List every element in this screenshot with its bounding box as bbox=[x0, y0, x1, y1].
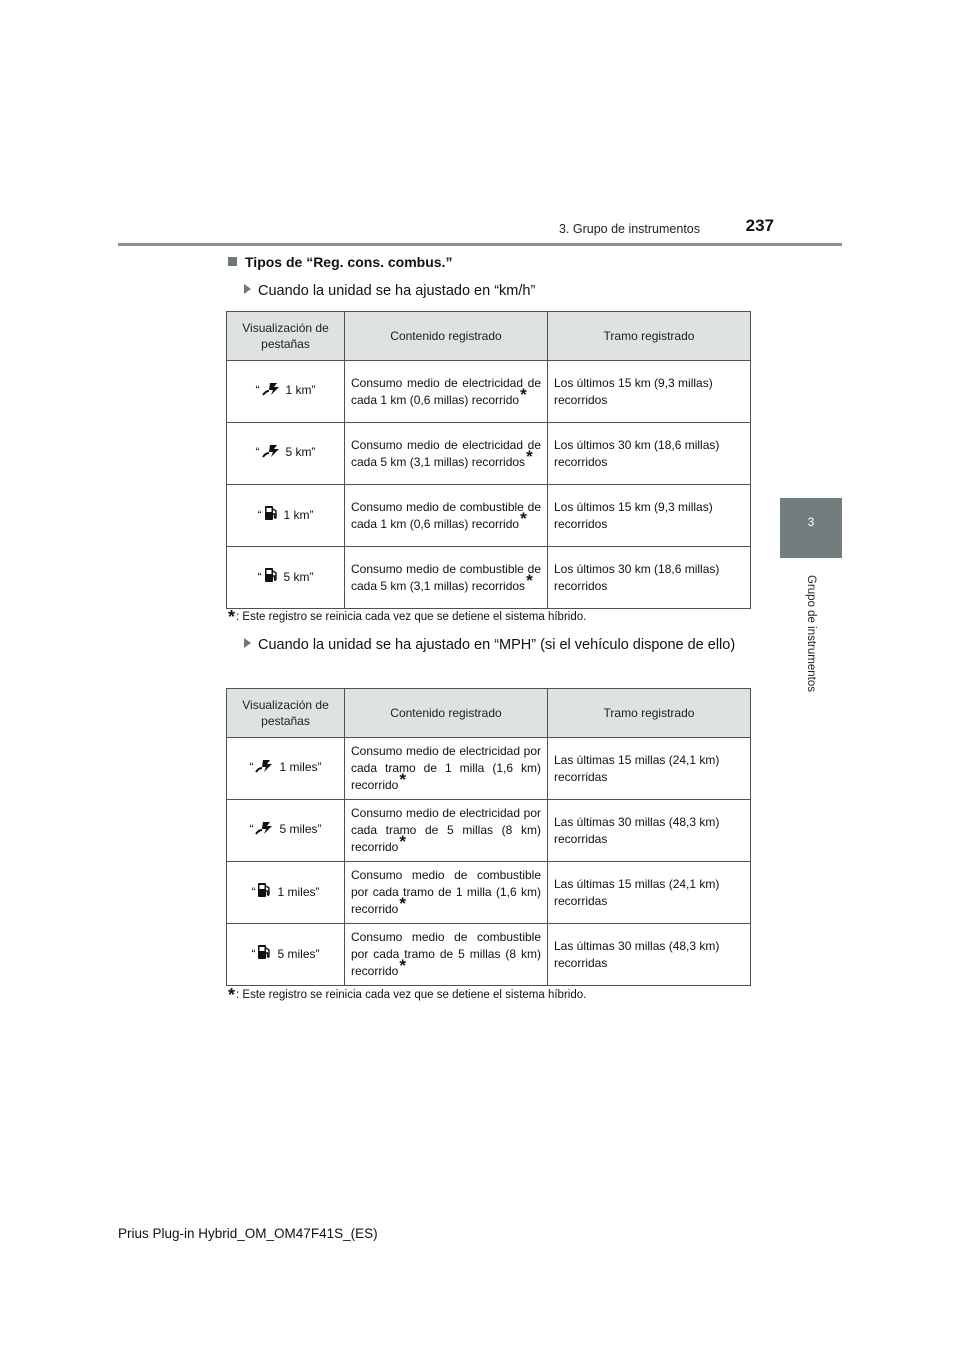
footnote-asterisk: * bbox=[520, 508, 527, 528]
content-cell bbox=[345, 361, 548, 423]
content-text: Consumo medio de electricidad por cada tramo de 5 millas (8 km) recorrido bbox=[351, 806, 541, 854]
content-text: Consumo medio de combustible por cada tramo de 5 millas (8 km) recorrido bbox=[351, 930, 541, 978]
plug-icon bbox=[262, 382, 280, 401]
side-chapter-number: 3 bbox=[807, 515, 815, 529]
table-mph bbox=[226, 688, 751, 986]
open-quote: “ bbox=[249, 822, 254, 836]
range-cell: Las últimas 15 millas (24,1 km) recorridas bbox=[548, 862, 751, 924]
content-text: Consumo medio de electricidad de cada 1 km (0,6 millas) recorrido bbox=[351, 375, 541, 407]
content-text: Consumo medio de combustible por cada tramo de 1 milla (1,6 km) recorrido bbox=[351, 868, 541, 916]
tab-label: 5 miles” bbox=[277, 947, 320, 961]
subhead-mph bbox=[244, 633, 746, 657]
tab-label: 1 miles” bbox=[277, 885, 320, 899]
table-row bbox=[227, 924, 751, 986]
open-quote: “ bbox=[255, 445, 260, 459]
range-cell: Las últimas 15 millas (24,1 km) recorridas bbox=[548, 738, 751, 800]
footnote-asterisk: * bbox=[228, 607, 236, 627]
content-cell bbox=[345, 738, 548, 800]
tab-display-cell bbox=[227, 924, 345, 986]
table-row bbox=[227, 423, 751, 485]
section-title-text: Tipos de “Reg. cons. combus.” bbox=[245, 254, 453, 270]
open-quote: “ bbox=[251, 885, 256, 899]
footnote-asterisk: * bbox=[399, 956, 406, 975]
footnote-text: : Este registro se reinicia cada vez que se detiene el sistema híbrido. bbox=[236, 989, 587, 1001]
footnote-asterisk: * bbox=[526, 570, 533, 590]
table-header-row bbox=[227, 312, 751, 361]
tab-display-cell bbox=[227, 738, 345, 800]
subhead-km bbox=[244, 279, 746, 303]
table-row bbox=[227, 862, 751, 924]
content-cell bbox=[345, 800, 548, 862]
table-row bbox=[227, 361, 751, 423]
column-header-range: Tramo registrado bbox=[548, 312, 751, 361]
triangle-bullet-icon bbox=[244, 284, 251, 294]
footnote-km bbox=[228, 607, 586, 628]
tab-label: 5 km” bbox=[283, 570, 314, 584]
side-chapter-label: Grupo de instrumentos bbox=[805, 574, 817, 692]
tab-label: 1 miles” bbox=[279, 760, 322, 774]
document-footer: Prius Plug-in Hybrid_OM_OM47F41S_(ES) bbox=[118, 1226, 378, 1241]
table-row bbox=[227, 800, 751, 862]
tab-label: 5 km” bbox=[285, 445, 316, 459]
content-cell bbox=[345, 924, 548, 986]
footnote-text: : Este registro se reinicia cada vez que se detiene el sistema híbrido. bbox=[236, 611, 587, 623]
column-header-content: Contenido registrado bbox=[345, 689, 548, 738]
column-header-range: Tramo registrado bbox=[548, 689, 751, 738]
content-text: Consumo medio de combustible de cada 5 km (3,1 millas) recorridos bbox=[351, 561, 541, 593]
table-row bbox=[227, 547, 751, 609]
range-cell: Los últimos 15 km (9,3 millas) recorridos bbox=[548, 485, 751, 547]
range-cell: Las últimas 30 millas (48,3 km) recorridas bbox=[548, 800, 751, 862]
open-quote: “ bbox=[257, 570, 262, 584]
header-chapter-title: 3. Grupo de instrumentos bbox=[558, 222, 700, 236]
tab-display-cell bbox=[227, 547, 345, 609]
plug-icon bbox=[255, 759, 273, 778]
tab-label: 5 miles” bbox=[279, 822, 322, 836]
footnote-asterisk: * bbox=[520, 384, 527, 404]
tab-display-cell bbox=[227, 361, 345, 423]
tab-label: 1 km” bbox=[285, 383, 316, 397]
range-cell: Las últimas 30 millas (48,3 km) recorridas bbox=[548, 924, 751, 986]
header-divider bbox=[118, 243, 842, 246]
range-cell: Los últimos 15 km (9,3 millas) recorridos bbox=[548, 361, 751, 423]
table-header-row bbox=[227, 689, 751, 738]
content-text: Consumo medio de electricidad de cada 5 km (3,1 millas) recorridos bbox=[351, 437, 541, 469]
tab-display-cell bbox=[227, 485, 345, 547]
column-header-content: Contenido registrado bbox=[345, 312, 548, 361]
open-quote: “ bbox=[251, 947, 256, 961]
table-row bbox=[227, 485, 751, 547]
section-title bbox=[228, 254, 452, 270]
footnote-asterisk: * bbox=[399, 894, 406, 913]
fuel-pump-icon bbox=[264, 567, 278, 588]
open-quote: “ bbox=[249, 760, 254, 774]
open-quote: “ bbox=[257, 508, 262, 522]
content-text: Consumo medio de combustible de cada 1 km (0,6 millas) recorrido bbox=[351, 499, 541, 531]
triangle-bullet-icon bbox=[244, 638, 251, 648]
footnote-asterisk: * bbox=[228, 985, 236, 1005]
column-header-tab: Visualización de pestañas bbox=[227, 689, 345, 738]
content-cell bbox=[345, 423, 548, 485]
footnote-asterisk: * bbox=[399, 770, 406, 789]
square-bullet-icon bbox=[228, 257, 237, 266]
tab-display-cell bbox=[227, 423, 345, 485]
table-row bbox=[227, 738, 751, 800]
content-cell bbox=[345, 485, 548, 547]
page-number: 237 bbox=[745, 216, 774, 235]
subhead-km-text: Cuando la unidad se ha ajustado en “km/h” bbox=[258, 283, 536, 299]
subhead-mph-text: Cuando la unidad se ha ajustado en “MPH” (si el vehículo dispone de ello) bbox=[258, 637, 736, 653]
range-cell: Los últimos 30 km (18,6 millas) recorridos bbox=[548, 547, 751, 609]
plug-icon bbox=[255, 821, 273, 840]
tab-display-cell bbox=[227, 862, 345, 924]
tab-label: 1 km” bbox=[283, 508, 314, 522]
footnote-asterisk: * bbox=[399, 832, 406, 851]
column-header-tab: Visualización de pestañas bbox=[227, 312, 345, 361]
content-cell bbox=[345, 547, 548, 609]
content-text: Consumo medio de electricidad por cada tramo de 1 milla (1,6 km) recorrido bbox=[351, 744, 541, 792]
footnote-asterisk: * bbox=[526, 446, 533, 466]
side-chapter-label-box bbox=[780, 566, 842, 700]
tab-display-cell bbox=[227, 800, 345, 862]
table-km bbox=[226, 311, 751, 609]
plug-icon bbox=[262, 444, 280, 463]
fuel-pump-icon bbox=[257, 882, 271, 903]
content-cell bbox=[345, 862, 548, 924]
range-cell: Los últimos 30 km (18,6 millas) recorridos bbox=[548, 423, 751, 485]
fuel-pump-icon bbox=[257, 944, 271, 965]
fuel-pump-icon bbox=[264, 505, 278, 526]
footnote-mph bbox=[228, 985, 586, 1006]
open-quote: “ bbox=[255, 383, 260, 397]
